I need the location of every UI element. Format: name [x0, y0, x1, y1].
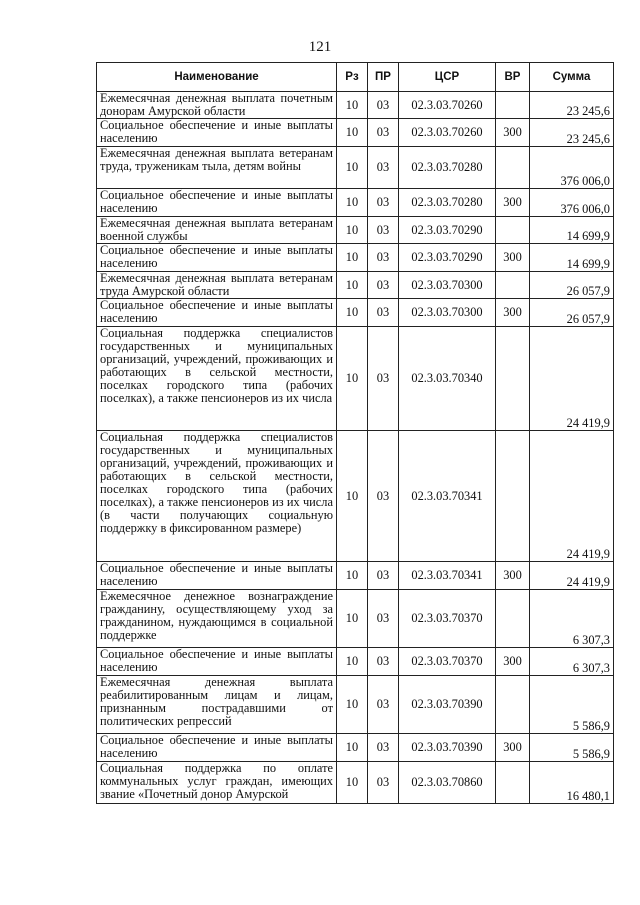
- table-row: [97, 189, 614, 217]
- row-csr: 02.3.03.70260: [399, 119, 496, 147]
- table-row: [97, 147, 614, 189]
- row-name: Социальное обеспечение и иные выплаты населению: [97, 299, 337, 327]
- row-vr: [496, 272, 530, 299]
- row-pr: 03: [368, 431, 399, 562]
- row-csr: 02.3.03.70370: [399, 590, 496, 648]
- row-name: Социальное обеспечение и иные выплаты населению: [97, 244, 337, 272]
- row-vr: [496, 147, 530, 189]
- header-csr: ЦСР: [399, 63, 496, 92]
- table-row: [97, 119, 614, 147]
- row-name: Социальное обеспечение и иные выплаты населению: [97, 562, 337, 590]
- row-rz: 10: [337, 217, 368, 244]
- row-sum: 26 057,9: [530, 272, 614, 299]
- header-sum: Сумма: [530, 63, 614, 92]
- table-header-row: [97, 63, 614, 92]
- row-name: Социальная поддержка специалистов государственных и муниципальных организаций, учреждений, проживающих и работающих в сельской местности, поселках городского типа (рабочих поселках), а также пенсионеров из их числа (в части получающих социальную поддержку в фиксированном размере): [97, 431, 337, 562]
- row-name: Ежемесячная денежная выплата ветеранам труда Амурской области: [97, 272, 337, 299]
- row-csr: 02.3.03.70390: [399, 676, 496, 734]
- row-vr: [496, 762, 530, 804]
- row-vr: [496, 217, 530, 244]
- row-csr: 02.3.03.70280: [399, 189, 496, 217]
- table-row: [97, 217, 614, 244]
- row-csr: 02.3.03.70860: [399, 762, 496, 804]
- row-sum: 23 245,6: [530, 92, 614, 119]
- row-sum: 6 307,3: [530, 648, 614, 676]
- row-rz: 10: [337, 431, 368, 562]
- table-row: [97, 327, 614, 431]
- row-pr: 03: [368, 92, 399, 119]
- row-pr: 03: [368, 299, 399, 327]
- row-vr: 300: [496, 189, 530, 217]
- table-row: [97, 272, 614, 299]
- row-name: Ежемесячная денежная выплата почетным донорам Амурской области: [97, 92, 337, 119]
- row-pr: 03: [368, 590, 399, 648]
- table-row: [97, 431, 614, 562]
- row-rz: 10: [337, 676, 368, 734]
- row-sum: 24 419,9: [530, 431, 614, 562]
- row-name: Ежемесячная денежная выплата ветеранам военной службы: [97, 217, 337, 244]
- row-vr: [496, 590, 530, 648]
- row-csr: 02.3.03.70300: [399, 299, 496, 327]
- row-pr: 03: [368, 244, 399, 272]
- row-sum: 26 057,9: [530, 299, 614, 327]
- row-pr: 03: [368, 272, 399, 299]
- table-row: [97, 648, 614, 676]
- table-row: [97, 562, 614, 590]
- row-rz: 10: [337, 189, 368, 217]
- row-sum: 14 699,9: [530, 217, 614, 244]
- row-pr: 03: [368, 734, 399, 762]
- row-name: Социальная поддержка специалистов государственных и муниципальных организаций, учреждений, проживающих и работающих в сельской местности, поселках городского типа (рабочих поселках), а также пенсионеров из их числа: [97, 327, 337, 431]
- row-vr: [496, 431, 530, 562]
- row-rz: 10: [337, 734, 368, 762]
- row-sum: 5 586,9: [530, 734, 614, 762]
- table-row: [97, 92, 614, 119]
- row-pr: 03: [368, 676, 399, 734]
- row-sum: 16 480,1: [530, 762, 614, 804]
- row-sum: 6 307,3: [530, 590, 614, 648]
- row-sum: 14 699,9: [530, 244, 614, 272]
- row-rz: 10: [337, 92, 368, 119]
- header-pr: ПР: [368, 63, 399, 92]
- row-pr: 03: [368, 648, 399, 676]
- row-rz: 10: [337, 327, 368, 431]
- row-csr: 02.3.03.70290: [399, 217, 496, 244]
- row-pr: 03: [368, 147, 399, 189]
- row-csr: 02.3.03.70260: [399, 92, 496, 119]
- row-name: Социальное обеспечение и иные выплаты населению: [97, 189, 337, 217]
- row-rz: 10: [337, 272, 368, 299]
- row-vr: 300: [496, 119, 530, 147]
- row-pr: 03: [368, 327, 399, 431]
- row-vr: [496, 327, 530, 431]
- header-name: Наименование: [97, 63, 337, 92]
- row-vr: 300: [496, 562, 530, 590]
- row-vr: [496, 92, 530, 119]
- row-csr: 02.3.03.70290: [399, 244, 496, 272]
- page-number: 121: [308, 39, 332, 55]
- row-pr: 03: [368, 217, 399, 244]
- row-sum: 5 586,9: [530, 676, 614, 734]
- row-vr: 300: [496, 734, 530, 762]
- row-csr: 02.3.03.70341: [399, 431, 496, 562]
- row-vr: [496, 676, 530, 734]
- row-csr: 02.3.03.70280: [399, 147, 496, 189]
- row-csr: 02.3.03.70341: [399, 562, 496, 590]
- table-row: [97, 590, 614, 648]
- row-rz: 10: [337, 562, 368, 590]
- row-rz: 10: [337, 648, 368, 676]
- row-name: Социальная поддержка по оплате коммунальных услуг граждан, имеющих звание «Почетный донор Амурской: [97, 762, 337, 804]
- row-csr: 02.3.03.70390: [399, 734, 496, 762]
- row-sum: 23 245,6: [530, 119, 614, 147]
- row-csr: 02.3.03.70300: [399, 272, 496, 299]
- row-pr: 03: [368, 119, 399, 147]
- row-name: Социальное обеспечение и иные выплаты населению: [97, 734, 337, 762]
- row-name: Ежемесячная денежная выплата реабилитированным лицам и лицам, признанным пострадавшими от политических репрессий: [97, 676, 337, 734]
- header-vr: ВР: [496, 63, 530, 92]
- row-pr: 03: [368, 762, 399, 804]
- row-pr: 03: [368, 562, 399, 590]
- row-sum: 376 006,0: [530, 189, 614, 217]
- row-name: Ежемесячное денежное вознаграждение гражданину, осуществляющему уход за гражданином, нуждающимся в социальной поддержке: [97, 590, 337, 648]
- row-vr: 300: [496, 244, 530, 272]
- header-rz: Рз: [337, 63, 368, 92]
- row-name: Социальное обеспечение и иные выплаты населению: [97, 119, 337, 147]
- table-body: [97, 92, 614, 804]
- row-name: Социальное обеспечение и иные выплаты населению: [97, 648, 337, 676]
- row-sum: 24 419,9: [530, 562, 614, 590]
- row-vr: 300: [496, 299, 530, 327]
- row-rz: 10: [337, 244, 368, 272]
- row-csr: 02.3.03.70340: [399, 327, 496, 431]
- row-rz: 10: [337, 299, 368, 327]
- row-pr: 03: [368, 189, 399, 217]
- row-rz: 10: [337, 590, 368, 648]
- table-row: [97, 734, 614, 762]
- row-rz: 10: [337, 762, 368, 804]
- row-sum: 376 006,0: [530, 147, 614, 189]
- row-name: Ежемесячная денежная выплата ветеранам труда, труженикам тыла, детям войны: [97, 147, 337, 189]
- table-row: [97, 676, 614, 734]
- row-sum: 24 419,9: [530, 327, 614, 431]
- table-row: [97, 762, 614, 804]
- row-rz: 10: [337, 119, 368, 147]
- row-rz: 10: [337, 147, 368, 189]
- table-row: [97, 299, 614, 327]
- row-csr: 02.3.03.70370: [399, 648, 496, 676]
- budget-table: [96, 62, 614, 804]
- table-row: [97, 244, 614, 272]
- row-vr: 300: [496, 648, 530, 676]
